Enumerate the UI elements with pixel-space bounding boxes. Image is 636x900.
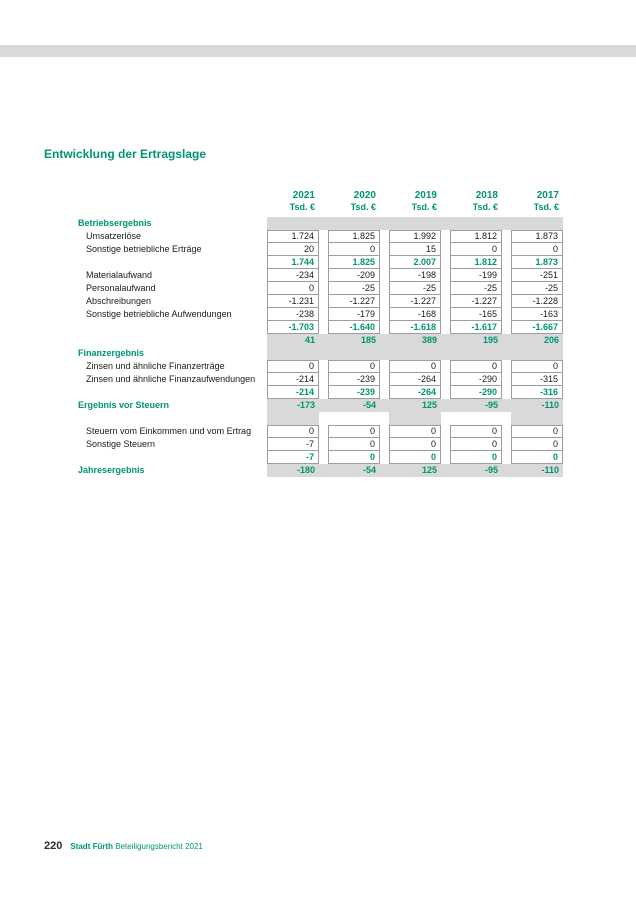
page-number: 220: [44, 840, 63, 852]
column-year: 2018: [475, 190, 498, 201]
value-cell: -95: [484, 400, 498, 410]
value-cell: -163: [511, 308, 563, 321]
value-cell: -110: [541, 465, 559, 475]
value-cell: 389: [421, 335, 437, 345]
value-cell: -214: [267, 386, 319, 399]
value-cell: 0: [389, 360, 441, 373]
footer-title: [70, 842, 203, 851]
value-cell: 1.992: [389, 230, 441, 243]
row-label: Ergebnis vor Steuern: [78, 400, 170, 410]
value-cell: 0: [450, 425, 502, 438]
row-label: Personalaufwand: [86, 283, 156, 293]
value-cell: -1.667: [511, 321, 563, 334]
value-cell: [267, 347, 319, 360]
table-row: [78, 321, 563, 334]
value-cell: 0: [450, 360, 502, 373]
row-values: [267, 334, 563, 347]
row-label: [78, 386, 258, 399]
value-cell: -264: [389, 373, 441, 386]
value-cell: 0: [267, 360, 319, 373]
value-cell: -165: [450, 308, 502, 321]
value-cell: [328, 217, 380, 230]
row-label: [78, 451, 258, 464]
value-cell: 20: [267, 243, 319, 256]
row-values: [267, 321, 563, 334]
value-cell: -1.640: [328, 321, 380, 334]
value-cell: -239: [328, 373, 380, 386]
value-cell: 41: [304, 335, 315, 345]
value-cell: 206: [543, 335, 559, 345]
row-values: [267, 451, 563, 464]
value-cell: -198: [389, 269, 441, 282]
value-cell: [450, 347, 502, 360]
table-row: [78, 308, 563, 321]
table-row: [78, 243, 563, 256]
table-row: [78, 256, 563, 269]
table-row: [78, 347, 563, 360]
value-cell: -209: [328, 269, 380, 282]
table-row: [78, 425, 563, 438]
value-cell: -1.617: [450, 321, 502, 334]
value-cell: 0: [328, 451, 380, 464]
row-values: [267, 295, 563, 308]
value-cell: -239: [328, 386, 380, 399]
row-label: Zinsen und ähnliche Finanzerträge: [86, 361, 225, 371]
value-cell: -95: [484, 465, 498, 475]
value-cell: -110: [541, 400, 559, 410]
value-cell: -214: [267, 373, 319, 386]
value-cell: [511, 347, 563, 360]
column-header-2020: [328, 190, 380, 213]
value-cell: -1.703: [267, 321, 319, 334]
value-cell: 0: [450, 243, 502, 256]
table-row: [78, 282, 563, 295]
value-cell: -25: [511, 282, 563, 295]
value-cell: 0: [511, 451, 563, 464]
value-cell: -238: [267, 308, 319, 321]
column-year: 2020: [353, 190, 376, 201]
value-cell: 0: [389, 425, 441, 438]
value-cell: 0: [511, 438, 563, 451]
row-label: Sonstige betriebliche Erträge: [86, 244, 202, 254]
value-cell: [389, 412, 441, 425]
table-header: [78, 190, 563, 213]
value-cell: -1.231: [267, 295, 319, 308]
value-cell: -316: [511, 386, 563, 399]
row-label: [78, 412, 258, 425]
row-values: [267, 399, 563, 412]
row-label: Sonstige betriebliche Aufwendungen: [86, 309, 232, 319]
value-cell: 0: [328, 243, 380, 256]
value-cell: -54: [362, 400, 376, 410]
row-values: [267, 360, 563, 373]
value-cell: -179: [328, 308, 380, 321]
value-cell: 1.873: [511, 230, 563, 243]
table-row: [78, 412, 563, 425]
column-year: 2021: [292, 190, 315, 201]
footer-brand: Stadt Fürth: [70, 842, 114, 851]
table-row: [78, 217, 563, 230]
value-cell: [389, 347, 441, 360]
value-cell: -7: [267, 438, 319, 451]
row-label: Abschreibungen: [86, 296, 152, 306]
column-unit: Tsd. €: [533, 202, 559, 212]
page-title: Entwicklung der Ertragslage: [44, 147, 207, 161]
value-cell: -168: [389, 308, 441, 321]
value-cell: 185: [360, 335, 376, 345]
value-cell: 125: [421, 465, 437, 475]
value-cell: [450, 412, 502, 425]
row-label: Betriebsergebnis: [78, 218, 152, 228]
value-cell: 0: [389, 438, 441, 451]
column-unit: Tsd. €: [472, 202, 498, 212]
row-values: [267, 373, 563, 386]
column-unit: Tsd. €: [289, 202, 315, 212]
footer-rest: Beteiligungsbericht 2021: [113, 842, 203, 851]
column-header-2017: [511, 190, 563, 213]
value-cell: 0: [267, 282, 319, 295]
row-values: [267, 386, 563, 399]
table-row: [78, 386, 563, 399]
row-label: Umsatzerlöse: [86, 231, 142, 241]
value-cell: [328, 347, 380, 360]
column-year: 2017: [536, 190, 559, 201]
row-values: [267, 425, 563, 438]
value-cell: 125: [421, 400, 437, 410]
table-row: [78, 230, 563, 243]
row-label: Zinsen und ähnliche Finanzaufwendungen: [86, 374, 256, 384]
table-body: [78, 217, 563, 477]
value-cell: 1.825: [328, 230, 380, 243]
value-cell: 15: [389, 243, 441, 256]
table-row: [78, 399, 563, 412]
value-cell: -315: [511, 373, 563, 386]
value-cell: 1.873: [511, 256, 563, 269]
table-row: [78, 373, 563, 386]
table-row: [78, 451, 563, 464]
value-cell: -180: [296, 465, 315, 475]
row-label: Jahresergebnis: [78, 465, 145, 475]
value-cell: -1.227: [328, 295, 380, 308]
value-cell: [511, 412, 563, 425]
row-label: Sonstige Steuern: [86, 439, 156, 449]
header-label-spacer: [78, 190, 258, 213]
row-label: Finanzergebnis: [78, 348, 145, 358]
value-cell: 0: [450, 438, 502, 451]
value-cell: 0: [511, 360, 563, 373]
value-cell: 0: [450, 451, 502, 464]
page-footer: [44, 840, 203, 852]
row-label: [78, 334, 258, 347]
value-cell: 1.724: [267, 230, 319, 243]
value-cell: 0: [511, 425, 563, 438]
column-unit: Tsd. €: [350, 202, 376, 212]
value-cell: 0: [328, 360, 380, 373]
row-label: Materialaufwand: [86, 270, 153, 280]
row-label: Steuern vom Einkommen und vom Ertrag: [86, 426, 252, 436]
value-cell: 1.812: [450, 256, 502, 269]
value-cell: 0: [267, 425, 319, 438]
table-row: [78, 464, 563, 477]
row-values: [267, 464, 563, 477]
value-cell: 2.007: [389, 256, 441, 269]
value-cell: [267, 217, 319, 230]
value-cell: -1.227: [450, 295, 502, 308]
value-cell: 0: [328, 425, 380, 438]
value-cell: -7: [267, 451, 319, 464]
value-cell: -290: [450, 373, 502, 386]
row-values: [267, 269, 563, 282]
row-values: [267, 347, 563, 360]
value-cell: 1.825: [328, 256, 380, 269]
value-cell: 0: [389, 451, 441, 464]
value-cell: -234: [267, 269, 319, 282]
column-unit: Tsd. €: [411, 202, 437, 212]
value-cell: 1.812: [450, 230, 502, 243]
column-header-2021: [267, 190, 319, 213]
row-values: [267, 243, 563, 256]
value-cell: -199: [450, 269, 502, 282]
table-row: [78, 269, 563, 282]
value-cell: [267, 412, 319, 425]
value-cell: -173: [296, 400, 315, 410]
value-cell: [450, 217, 502, 230]
value-cell: 0: [328, 438, 380, 451]
column-year: 2019: [414, 190, 437, 201]
value-cell: -54: [362, 465, 376, 475]
value-cell: [511, 217, 563, 230]
row-values: [267, 412, 563, 425]
row-values: [267, 230, 563, 243]
table-row: [78, 295, 563, 308]
value-cell: -1.618: [389, 321, 441, 334]
value-cell: -290: [450, 386, 502, 399]
column-header-2018: [450, 190, 502, 213]
row-values: [267, 438, 563, 451]
value-cell: 0: [511, 243, 563, 256]
row-values: [267, 282, 563, 295]
header-columns: [267, 190, 563, 213]
row-label: [78, 256, 258, 269]
column-header-2019: [389, 190, 441, 213]
row-values: [267, 308, 563, 321]
table-row: [78, 334, 563, 347]
row-values: [267, 256, 563, 269]
value-cell: -1.227: [389, 295, 441, 308]
row-values: [267, 217, 563, 230]
top-divider-bar: [0, 45, 636, 57]
value-cell: -25: [389, 282, 441, 295]
value-cell: -1.228: [511, 295, 563, 308]
value-cell: 1.744: [267, 256, 319, 269]
earnings-table: [78, 190, 563, 477]
value-cell: -25: [450, 282, 502, 295]
table-row: [78, 360, 563, 373]
row-label: [78, 321, 258, 334]
value-cell: -264: [389, 386, 441, 399]
value-cell: [389, 217, 441, 230]
value-cell: 195: [482, 335, 498, 345]
value-cell: -251: [511, 269, 563, 282]
table-row: [78, 438, 563, 451]
value-cell: -25: [328, 282, 380, 295]
value-cell: [328, 412, 380, 425]
